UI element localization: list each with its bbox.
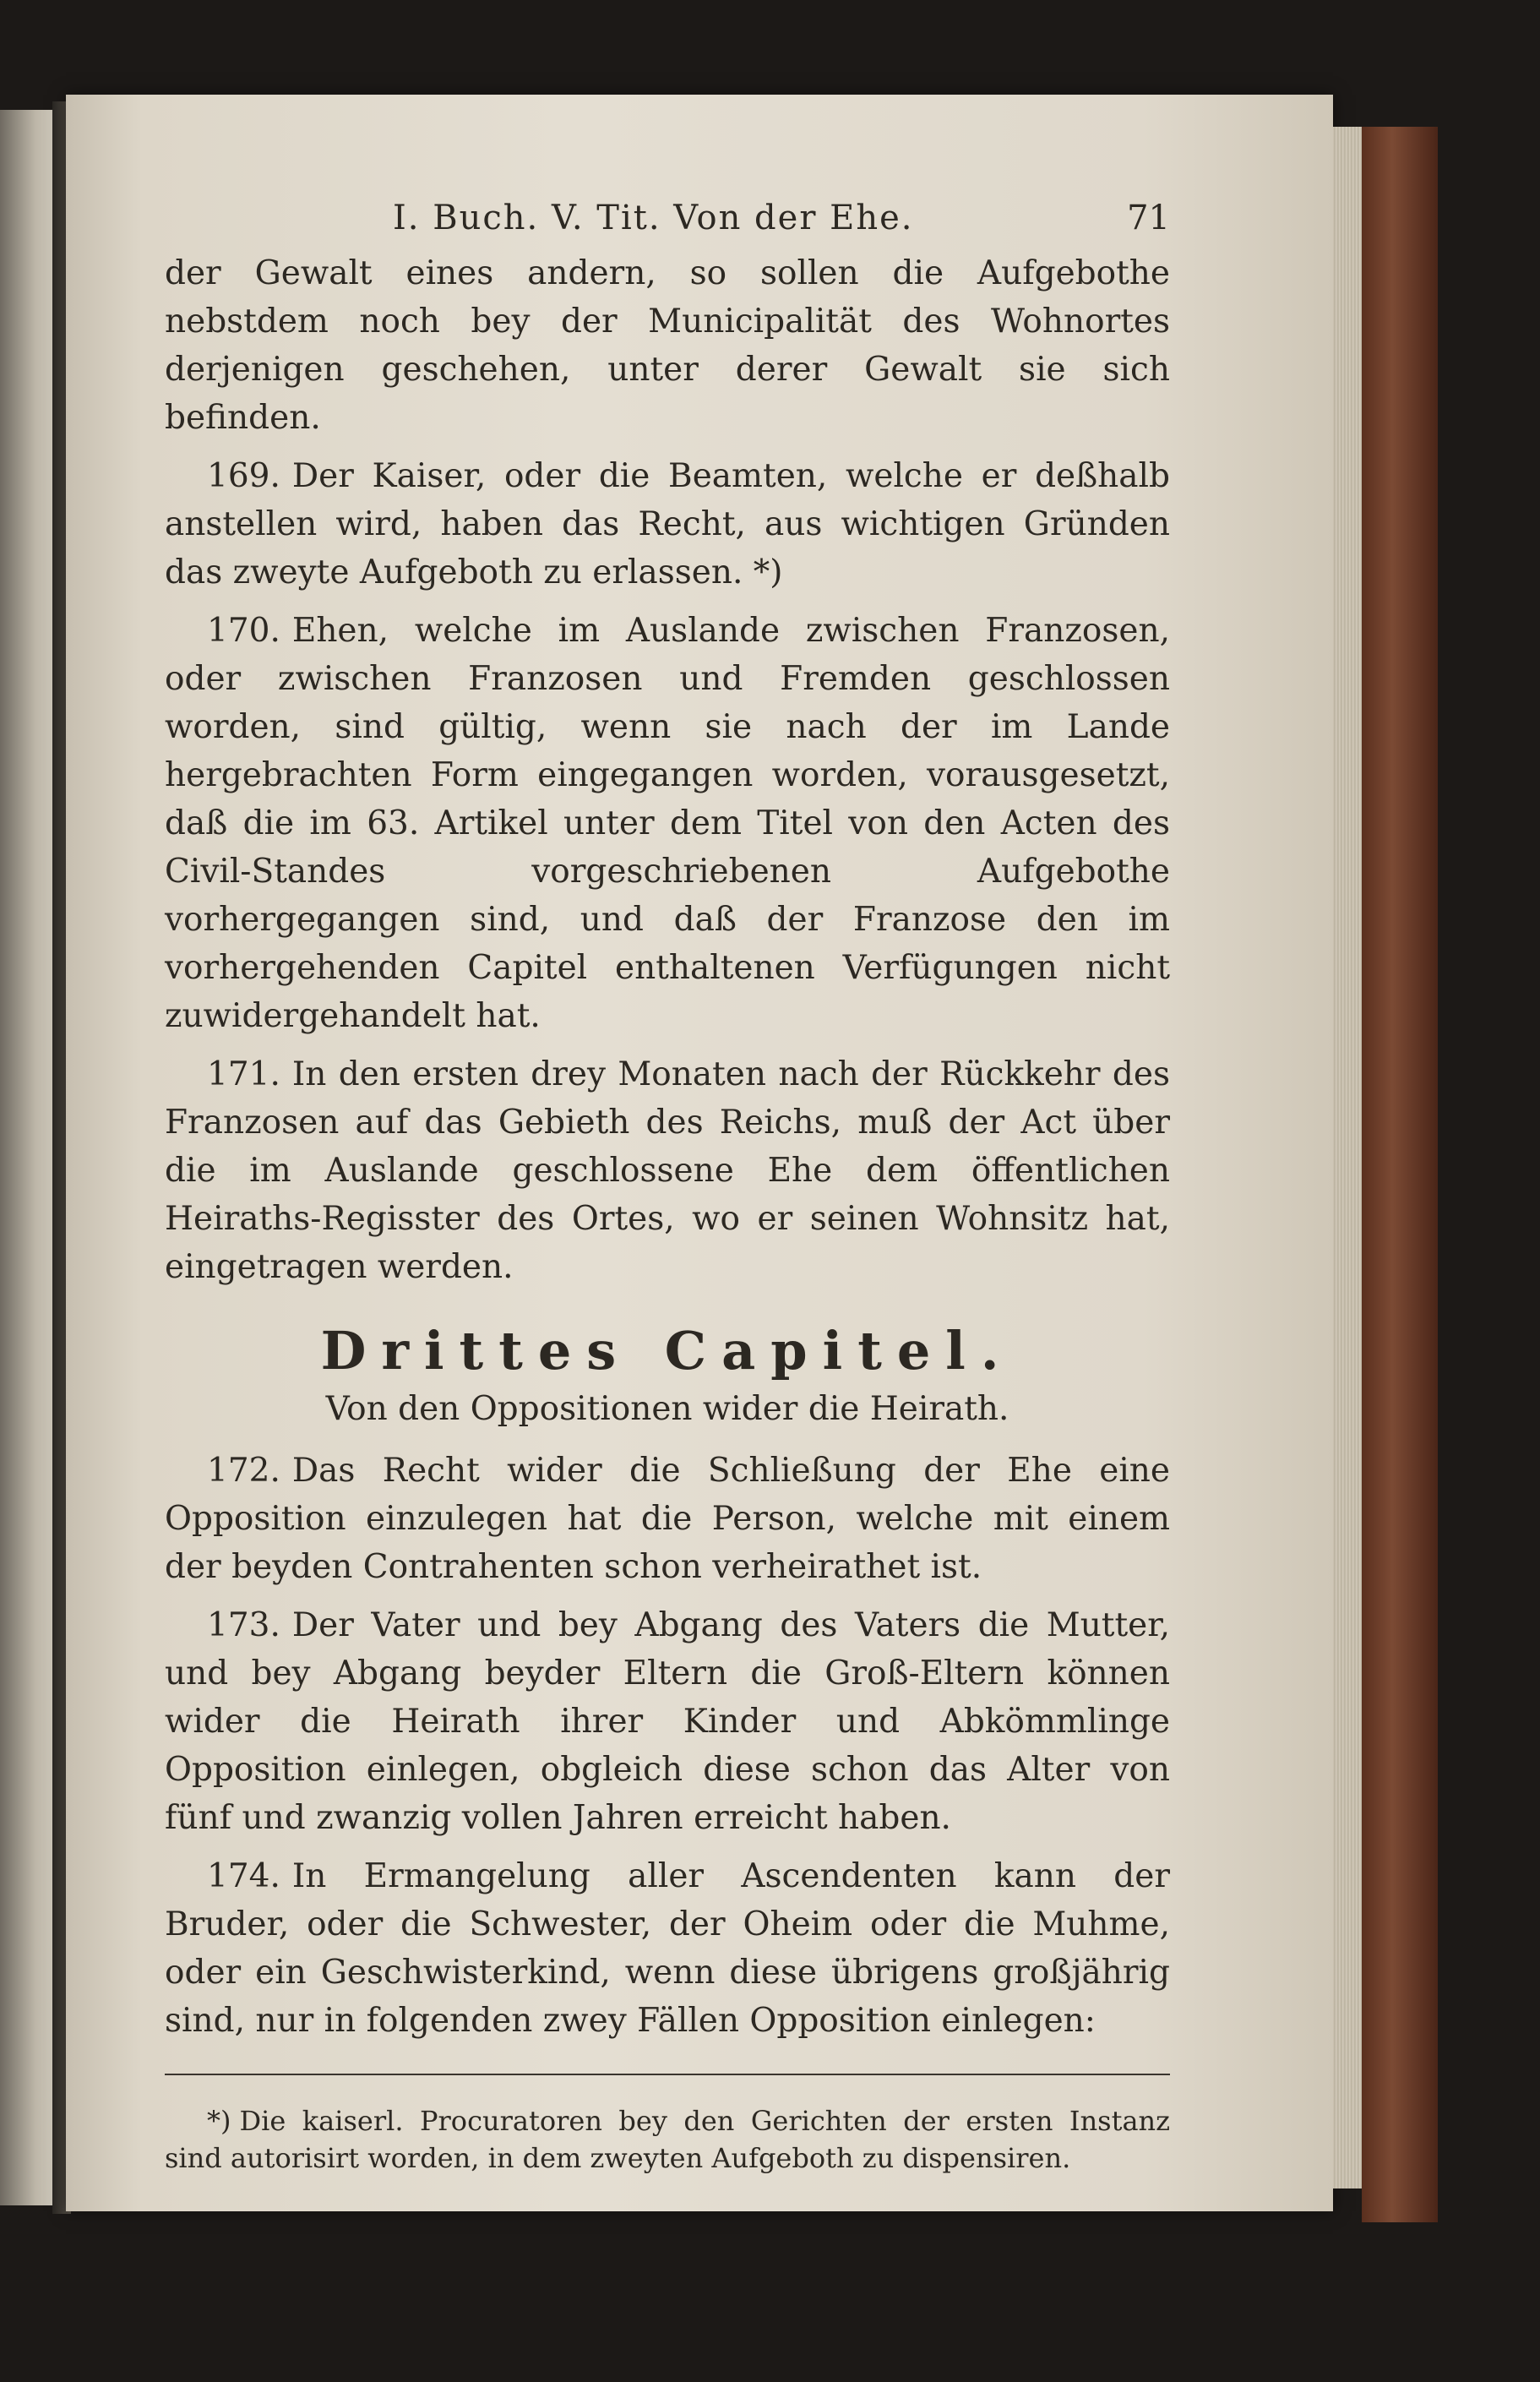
paragraph-text: In den ersten drey Monaten nach der Rückkehr des Franzosen auf das Gebieth des Reichs, muß der Act über die im Auslande geschlossene Ehe dem öffentlichen Heiraths-Regisster des Ortes, wo er seinen Wohnsitz hat, eingetragen werden. <box>165 1055 1170 1286</box>
paragraph-number: 169. <box>207 457 280 495</box>
footnote-mark: *) <box>207 2105 231 2137</box>
paragraph-text: Der Kaiser, oder die Beamten, welche er deßhalb anstellen wird, haben das Recht, aus wichtigen Gründen das zweyte Aufgeboth zu erlassen. *) <box>165 457 1170 591</box>
paragraph-169 <box>165 452 1170 597</box>
chapter-title: Drittes Capitel. <box>320 1320 1015 1382</box>
paragraph-170 <box>165 607 1170 1040</box>
paragraph-174 <box>165 1852 1170 2045</box>
paragraph-number: 173. <box>207 1606 280 1644</box>
paragraph-171 <box>165 1050 1170 1291</box>
page-text <box>165 199 1170 2204</box>
paragraph-number: 172. <box>207 1452 280 1490</box>
header-title: I. Buch. V. Tit. Von der Ehe. <box>393 199 914 237</box>
paragraph-number: 174. <box>207 1857 280 1895</box>
paragraph-text: Das Recht wider die Schließung der Ehe eine Opposition einzulegen hat die Person, welche mit einem der beyden Contrahenten schon verheirathet ist. <box>165 1452 1170 1586</box>
footnote-text: Die kaiserl. Procuratoren bey den Gerichten der ersten Instanz sind autorisirt worden, in dem zweyten Aufgeboth zu dispensiren. <box>165 2105 1170 2174</box>
paragraph-text: Der Vater und bey Abgang des Vaters die Mutter, und bey Abgang beyder Eltern die Groß-Eltern können wider die Heirath ihrer Kinder und Abkömmlinge Opposition einlegen, obgleich diese schon das Alter von fünf und zwanzig vollen Jahren erreicht haben. <box>165 1606 1170 1837</box>
footnote-divider <box>165 2074 1170 2075</box>
paragraph-text: Ehen, welche im Auslande zwischen Franzosen, oder zwischen Franzosen und Fremden geschlossen worden, sind gültig, wenn sie nach der im Lande hergebrachten Form eingegangen worden, vorausgesetzt, daß die im 63. Artikel unter dem Titel von den Acten des Civil-Standes vorgeschriebenen Aufgebothe vorhergegangen sind, und daß der Franzose den im vorhergehenden Capitel enthaltenen Verfügungen nicht zuwidergehandelt hat. <box>165 612 1170 1035</box>
book-cover <box>1362 127 1438 2222</box>
paragraph-number: 170. <box>207 612 280 650</box>
paragraph-number: 171. <box>207 1055 280 1093</box>
paragraph-173 <box>165 1601 1170 1842</box>
left-page-edge <box>0 110 59 2205</box>
chapter-subtitle: Von den Oppositionen wider die Heirath. <box>325 1390 1009 1428</box>
paragraph-continuation <box>165 249 1170 442</box>
page-number: 71 <box>1127 199 1170 237</box>
paragraph-172 <box>165 1447 1170 1591</box>
paragraph-text: der Gewalt eines andern, so sollen die Aufgebothe nebstdem noch bey der Municipalität des Wohnortes derjenigen geschehen, unter derer Gewalt sie sich befinden. <box>165 254 1170 437</box>
running-header <box>165 199 1170 249</box>
footnote <box>165 2102 1170 2177</box>
paragraph-text: In Ermangelung aller Ascendenten kann der Bruder, oder die Schwester, der Oheim oder die Muhme, oder ein Geschwisterkind, wenn diese übrigens großjährig sind, nur in folgenden zwey Fällen Opposition einlegen: <box>165 1857 1170 2040</box>
